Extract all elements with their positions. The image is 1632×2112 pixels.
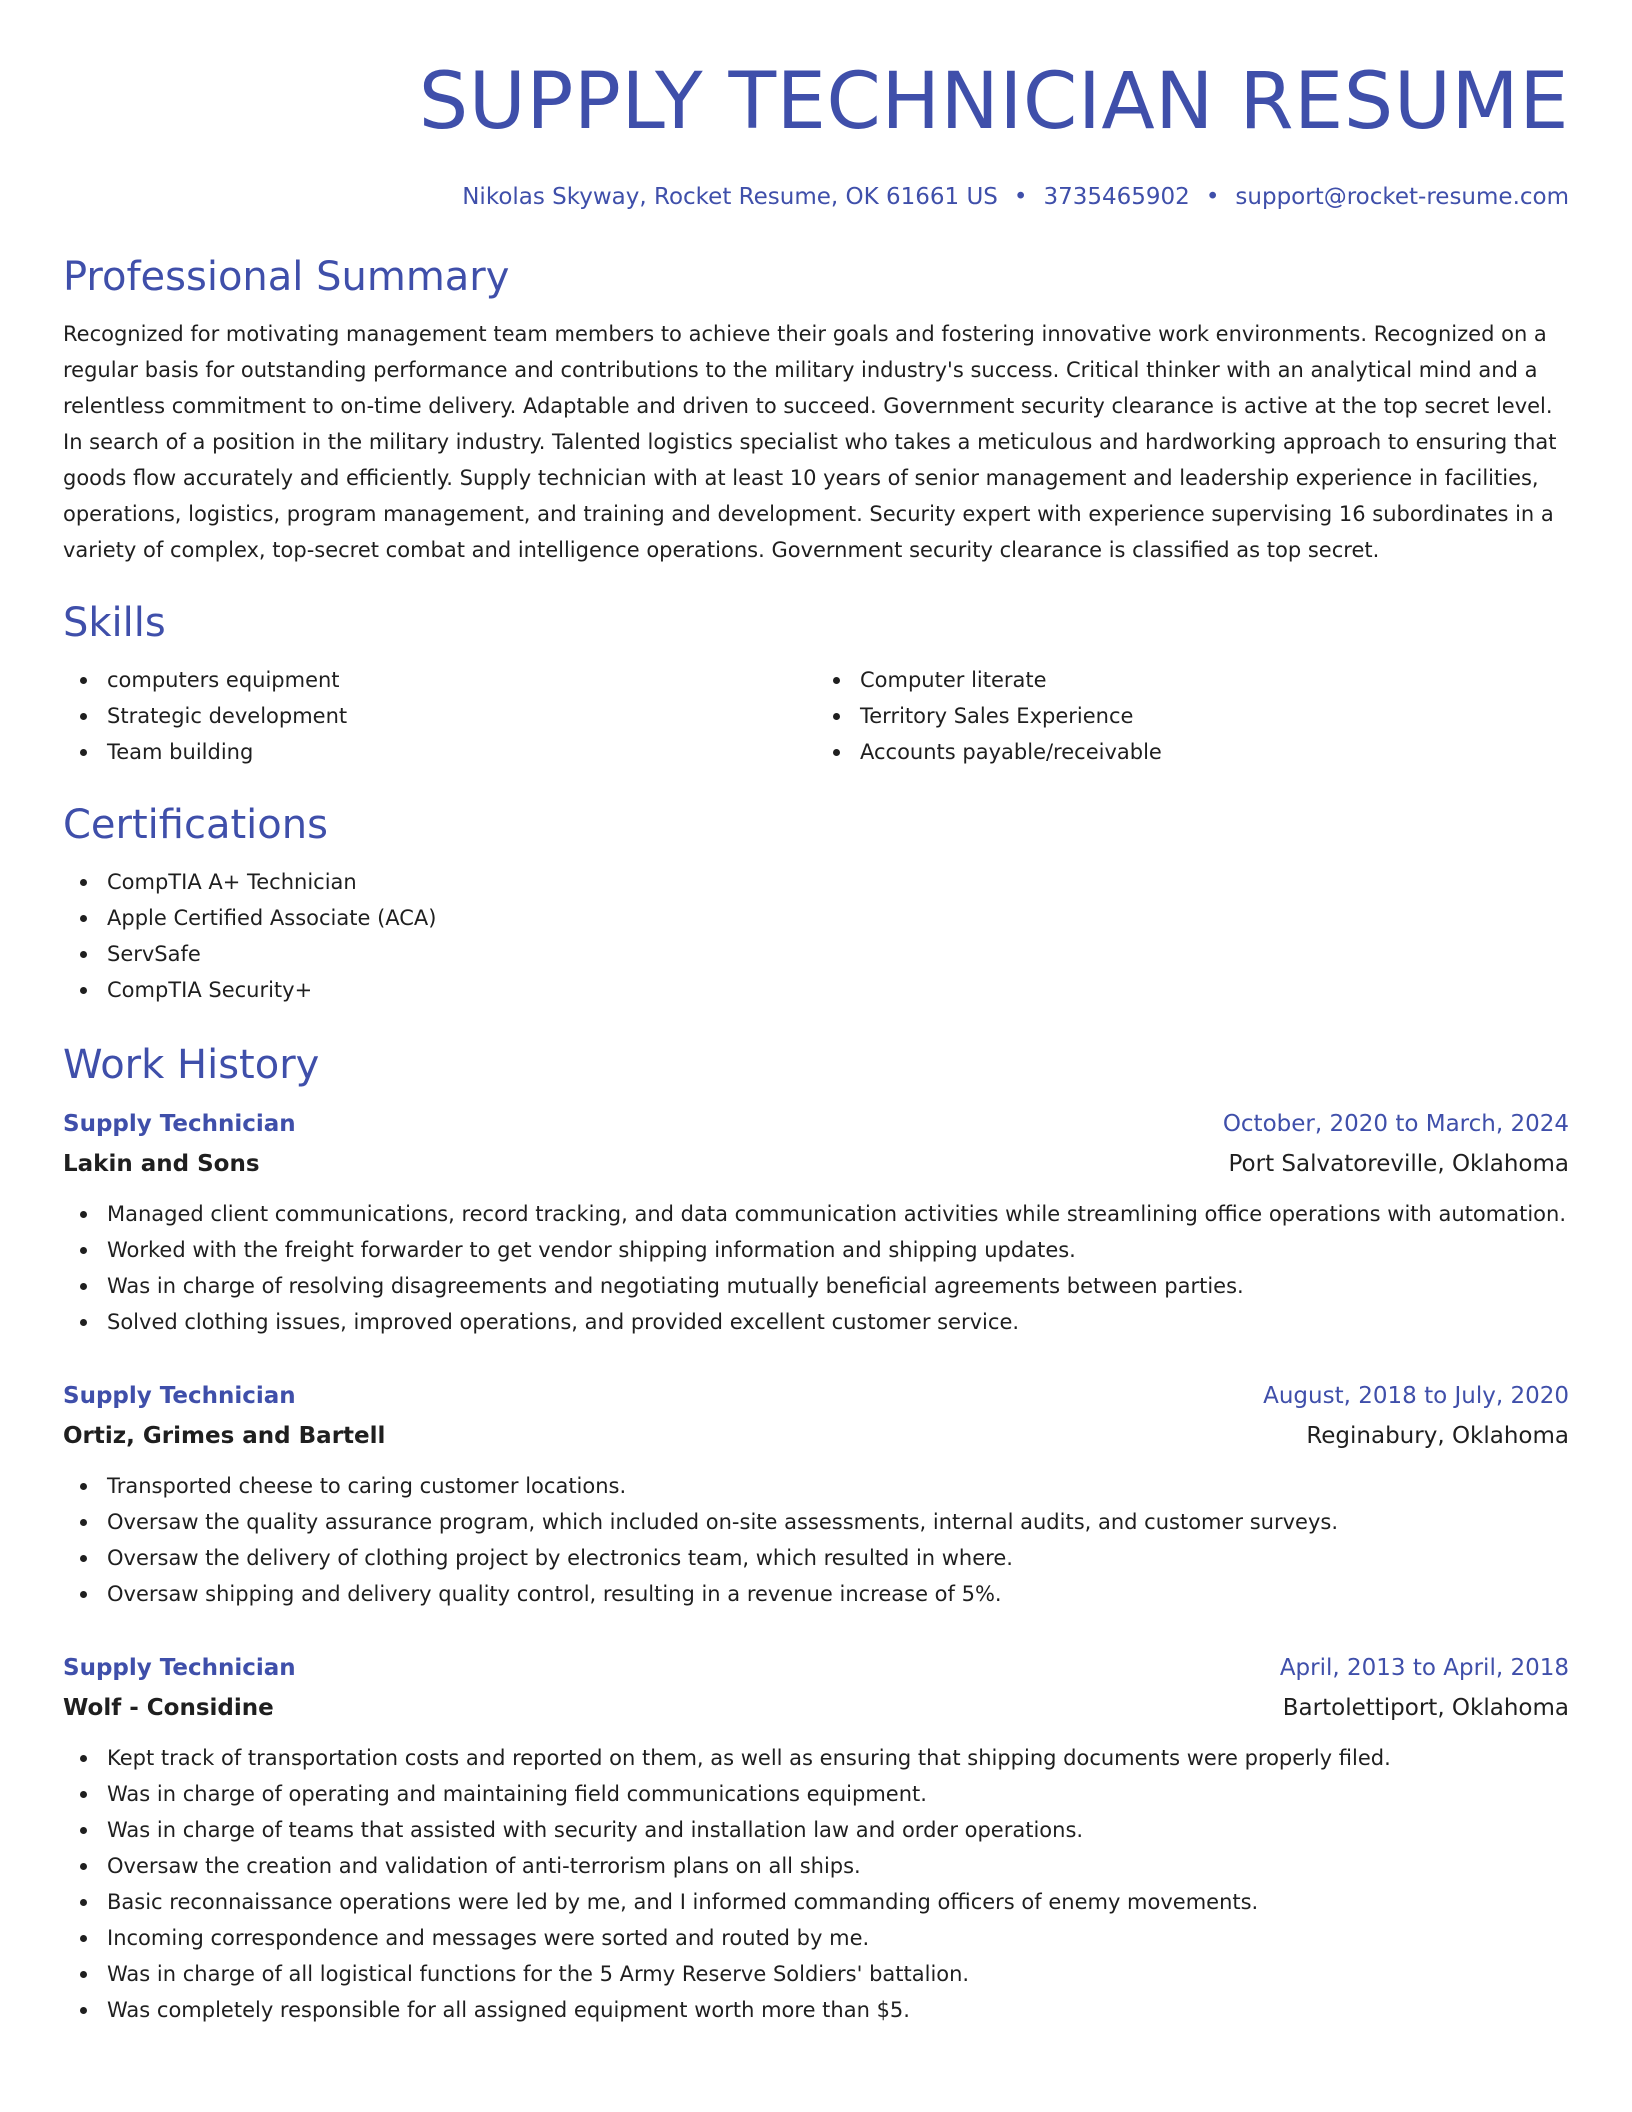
work-history-heading: Work History [63, 1042, 320, 1088]
certification-item: CompTIA A+ Technician [63, 864, 1569, 900]
job-entry [63, 1104, 1569, 1340]
job-bullet: Was in charge of operating and maintaining field communications equipment. [63, 1776, 1569, 1812]
job-title: Supply Technician [63, 1111, 296, 1137]
skill-item: Strategic development [63, 698, 816, 734]
job-location: Reginabury, Oklahoma [1306, 1423, 1569, 1449]
job-dates: August, 2018 to July, 2020 [1263, 1383, 1569, 1409]
certification-item: ServSafe [63, 936, 1569, 972]
job-bullet-list [63, 1196, 1569, 1340]
skills-heading: Skills [63, 600, 166, 646]
contact-address: Nikolas Skyway, Rocket Resume, OK 61661 US [462, 184, 998, 210]
resume-title: SUPPLY TECHNICIAN RESUME [418, 57, 1569, 147]
skills-column-left [63, 662, 816, 770]
contact-separator: • [1013, 184, 1028, 210]
summary-text: Recognized for motivating management team members to achieve their goals and fostering innovative work environments. Recognized on a regular basis for outstanding performance and contributions to the military industry's success. Critical thinker with an analytical mind and a relentless commitment to on-time delivery. Adaptable and driven to succeed. Government security clearance is active at the top secret level. In search of a position in the military industry. Talented logistics specialist who takes a meticulous and hardworking approach to ensuring that goods flow accurately and efficiently. Supply technician with at least 10 years of senior management and leadership experience in facilities, operations, logistics, program management, and training and development. Security expert with experience supervising 16 subordinates in a variety of complex, top-secret combat and intelligence operations. Government security clearance is classified as top secret. [63, 322, 1557, 562]
job-title: Supply Technician [63, 1383, 296, 1409]
skill-item: Territory Sales Experience [816, 698, 1569, 734]
certification-item: CompTIA Security+ [63, 972, 1569, 1008]
job-bullet: Oversaw the creation and validation of anti-terrorism plans on all ships. [63, 1848, 1569, 1884]
job-bullet: Incoming correspondence and messages were sorted and routed by me. [63, 1920, 1569, 1956]
job-bullet: Was in charge of resolving disagreements and negotiating mutually beneficial agreements between parties. [63, 1268, 1569, 1304]
job-bullet: Basic reconnaissance operations were led by me, and I informed commanding officers of enemy movements. [63, 1884, 1569, 1920]
job-title: Supply Technician [63, 1655, 296, 1681]
job-bullet: Was in charge of all logistical functions for the 5 Army Reserve Soldiers' battalion. [63, 1956, 1569, 1992]
summary-heading: Professional Summary [63, 254, 510, 300]
certifications-list [63, 864, 1569, 1008]
job-bullet: Kept track of transportation costs and reported on them, as well as ensuring that shipping documents were properly filed. [63, 1740, 1569, 1776]
contact-email[interactable]: support@rocket-resume.com [1235, 184, 1569, 210]
job-bullet: Was in charge of teams that assisted with security and installation law and order operations. [63, 1812, 1569, 1848]
skill-item: computers equipment [63, 662, 816, 698]
job-company: Lakin and Sons [63, 1151, 260, 1177]
job-location: Port Salvatoreville, Oklahoma [1228, 1151, 1569, 1177]
skills-column-right [816, 662, 1569, 770]
contact-line [63, 182, 1569, 212]
job-location: Bartolettiport, Oklahoma [1282, 1695, 1569, 1721]
job-bullet-list [63, 1740, 1569, 2028]
job-dates: April, 2013 to April, 2018 [1279, 1655, 1569, 1681]
job-entry [63, 1376, 1569, 1612]
job-company: Wolf - Considine [63, 1695, 274, 1721]
resume-header [63, 56, 1569, 212]
skill-item: Computer literate [816, 662, 1569, 698]
certifications-heading: Certifications [63, 802, 328, 848]
job-company: Ortiz, Grimes and Bartell [63, 1423, 386, 1449]
job-bullet: Oversaw shipping and delivery quality control, resulting in a revenue increase of 5%. [63, 1576, 1569, 1612]
job-dates: October, 2020 to March, 2024 [1222, 1111, 1569, 1137]
job-entry [63, 1648, 1569, 2028]
skill-item: Accounts payable/receivable [816, 734, 1569, 770]
job-bullet: Solved clothing issues, improved operations, and provided excellent customer service. [63, 1304, 1569, 1340]
skills-list [63, 662, 1569, 770]
job-bullet-list [63, 1468, 1569, 1612]
certification-item: Apple Certified Associate (ACA) [63, 900, 1569, 936]
job-bullet: Managed client communications, record tracking, and data communication activities while streamlining office operations with automation. [63, 1196, 1569, 1232]
contact-phone[interactable]: 3735465902 [1043, 184, 1190, 210]
contact-separator: • [1205, 184, 1220, 210]
job-bullet: Transported cheese to caring customer locations. [63, 1468, 1569, 1504]
job-bullet: Was completely responsible for all assigned equipment worth more than $5. [63, 1992, 1569, 2028]
job-bullet: Oversaw the delivery of clothing project by electronics team, which resulted in where. [63, 1540, 1569, 1576]
job-bullet: Oversaw the quality assurance program, which included on-site assessments, internal audits, and customer surveys. [63, 1504, 1569, 1540]
skill-item: Team building [63, 734, 816, 770]
job-bullet: Worked with the freight forwarder to get vendor shipping information and shipping updates. [63, 1232, 1569, 1268]
